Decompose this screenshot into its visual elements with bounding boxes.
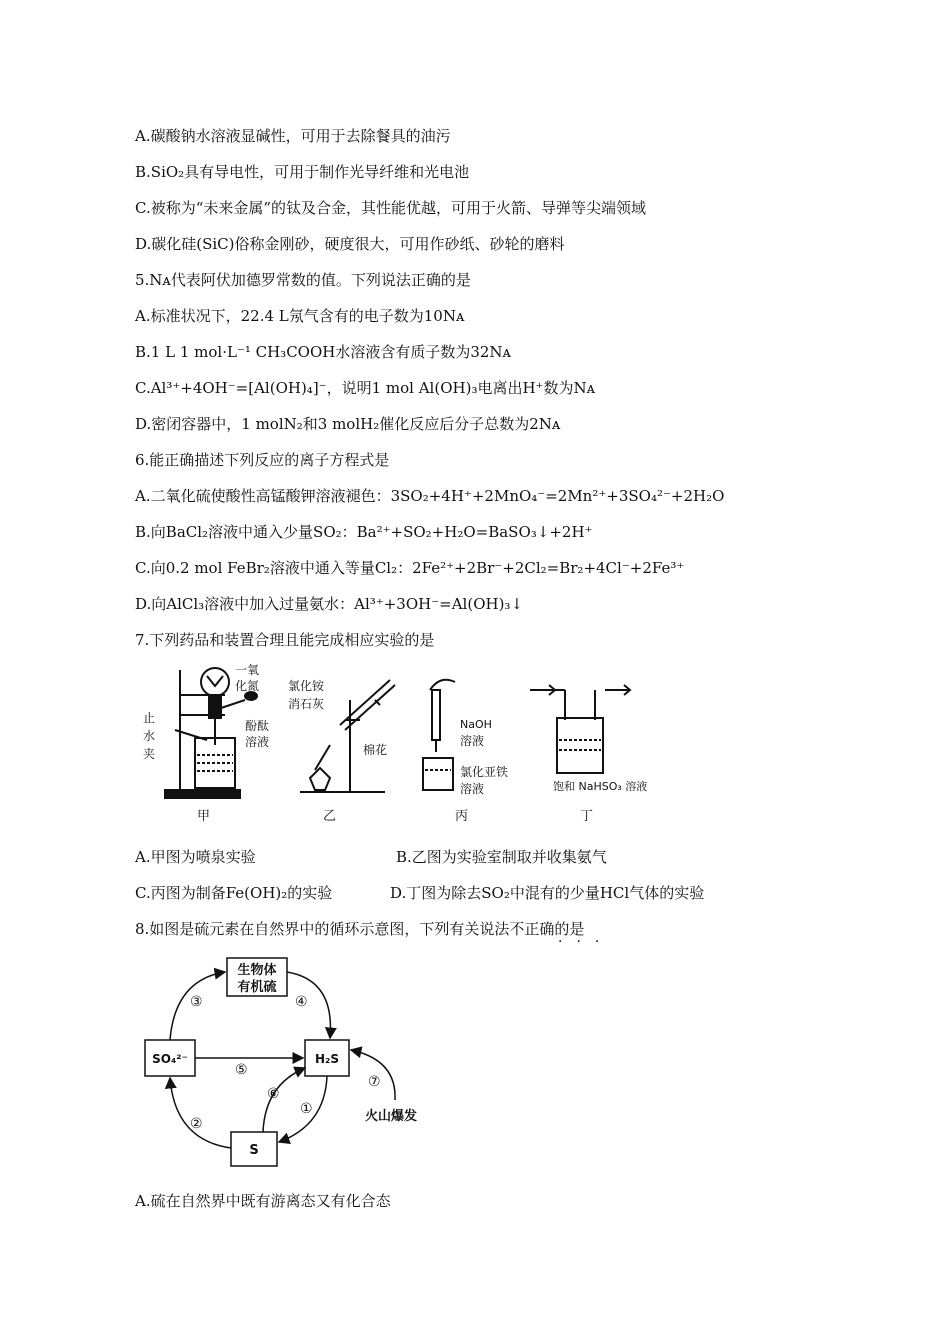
q7-option-a: A.甲图为喷泉实验: [135, 848, 256, 866]
q5-option-d: D.密闭容器中，1 molN₂和3 molH₂催化反应后分子总数为2Nᴀ: [135, 415, 561, 433]
yi-reagent-label-2: 消石灰: [288, 697, 325, 711]
jia-clamp-label-3: 夹: [143, 747, 156, 761]
q4-option-b: B.SiO₂具有导电性，可用于制作光导纤维和光电池: [135, 163, 470, 181]
emphasis-dots: ···: [558, 934, 614, 950]
bing-reagent-label-2: 溶液: [460, 734, 485, 748]
q5-option-a: A.标准状况下，22.4 L氖气含有的电子数为10Nᴀ: [135, 307, 465, 325]
q7-option-b: B.乙图为实验室制取并收集氨气: [396, 848, 607, 866]
q6-option-d: D.向AlCl₃溶液中加入过量氨水：Al³⁺+3OH⁻=Al(OH)₃↓: [135, 595, 524, 613]
bing-solution-label-2: 溶液: [460, 782, 485, 796]
q5-stem: 5.Nᴀ代表阿伏加德罗常数的值。下列说法正确的是: [135, 271, 471, 289]
q7-stem: 7.下列药品和装置合理且能完成相应实验的是: [135, 631, 435, 649]
jia-clamp-label-1: 止: [143, 711, 156, 725]
bing-reagent-label-1: NaOH: [460, 718, 492, 731]
ding-solution-label: 饱和 NaHSO₃ 溶液: [553, 780, 648, 793]
step-4: ④: [295, 994, 308, 1010]
q6-option-c: C.向0.2 mol FeBr₂溶液中通入等量Cl₂：2Fe²⁺+2Br⁻+2Cl₂=Br₂+4Cl⁻+2Fe³⁺: [135, 559, 685, 577]
q4-option-d: D.碳化硅(SiC)俗称金刚砂，硬度很大，可用作砂纸、砂轮的磨料: [135, 235, 565, 253]
q8-sulfur-cycle-diagram: [135, 950, 435, 1170]
q5-option-c: C.Al³⁺+4OH⁻=[Al(OH)₄]⁻，说明1 mol Al(OH)₃电离出H⁺数为Nᴀ: [135, 379, 596, 397]
q4-option-a: A.碳酸钠水溶液显碱性，可用于去除餐具的油污: [135, 127, 451, 145]
volcano-label: 火山爆发: [365, 1109, 418, 1124]
jia-indicator-label-1: 酚酞: [245, 719, 270, 733]
step-6: ⑥: [267, 1086, 280, 1102]
bing-solution-label-1: 氯化亚铁: [460, 765, 509, 779]
q6-option-a: A.二氧化硫使酸性高锰酸钾溶液褪色：3SO₂+4H⁺+2MnO₄⁻=2Mn²⁺+3SO₄²⁻+2H₂O: [135, 487, 725, 505]
apparatus-bing: [423, 680, 455, 790]
q4-option-c: C.被称为“未来金属”的钛及合金，其性能优越，可用于火箭、导弹等尖端领域: [135, 199, 647, 217]
q7-apparatus-figure: [135, 660, 665, 830]
yi-cotton-label: 棉花: [363, 743, 388, 757]
sulfur-label: S: [249, 1143, 259, 1158]
q7-option-c: C.丙图为制备Fe(OH)₂的实验: [135, 884, 333, 902]
step-3: ③: [190, 994, 203, 1010]
jia-gas-label-2: 化氮: [235, 679, 260, 693]
q6-stem: 6.能正确描述下列反应的离子方程式是: [135, 451, 390, 469]
q8-stem: 8.如图是硫元素在自然界中的循环示意图，下列有关说法不正确的是: [135, 920, 585, 938]
jia-clamp-label-2: 水: [143, 729, 156, 743]
sulfate-label: SO₄²⁻: [152, 1052, 188, 1066]
arrow-4: [287, 972, 330, 1038]
step-2: ②: [190, 1116, 203, 1132]
jia-gas-label-1: 一氧: [235, 663, 260, 677]
yi-caption: 乙: [323, 809, 337, 824]
bio-sulfur-label-1: 生物体: [237, 963, 277, 978]
ding-caption: 丁: [580, 809, 594, 824]
bio-sulfur-label-2: 有机硫: [237, 980, 277, 995]
step-7: ⑦: [368, 1074, 381, 1090]
arrow-2: [170, 1078, 231, 1148]
q5-option-b: B.1 L 1 mol·L⁻¹ CH₃COOH水溶液含有质子数为32Nᴀ: [135, 343, 512, 361]
apparatus-ding: [530, 685, 630, 773]
q6-option-b: B.向BaCl₂溶液中通入少量SO₂：Ba²⁺+SO₂+H₂O=BaSO₃↓+2H⁺: [135, 523, 593, 541]
yi-reagent-label-1: 氯化铵: [288, 679, 325, 693]
jia-caption: 甲: [197, 809, 211, 824]
bing-caption: 丙: [455, 809, 469, 824]
step-1: ①: [300, 1101, 313, 1117]
q7-option-d: D.丁图为除去SO₂中混有的少量HCl气体的实验: [390, 884, 705, 902]
q8-option-a: A.硫在自然界中既有游离态又有化合态: [135, 1192, 391, 1210]
step-5: ⑤: [235, 1062, 248, 1078]
h2s-label: H₂S: [315, 1052, 339, 1066]
jia-indicator-label-2: 溶液: [245, 735, 270, 749]
